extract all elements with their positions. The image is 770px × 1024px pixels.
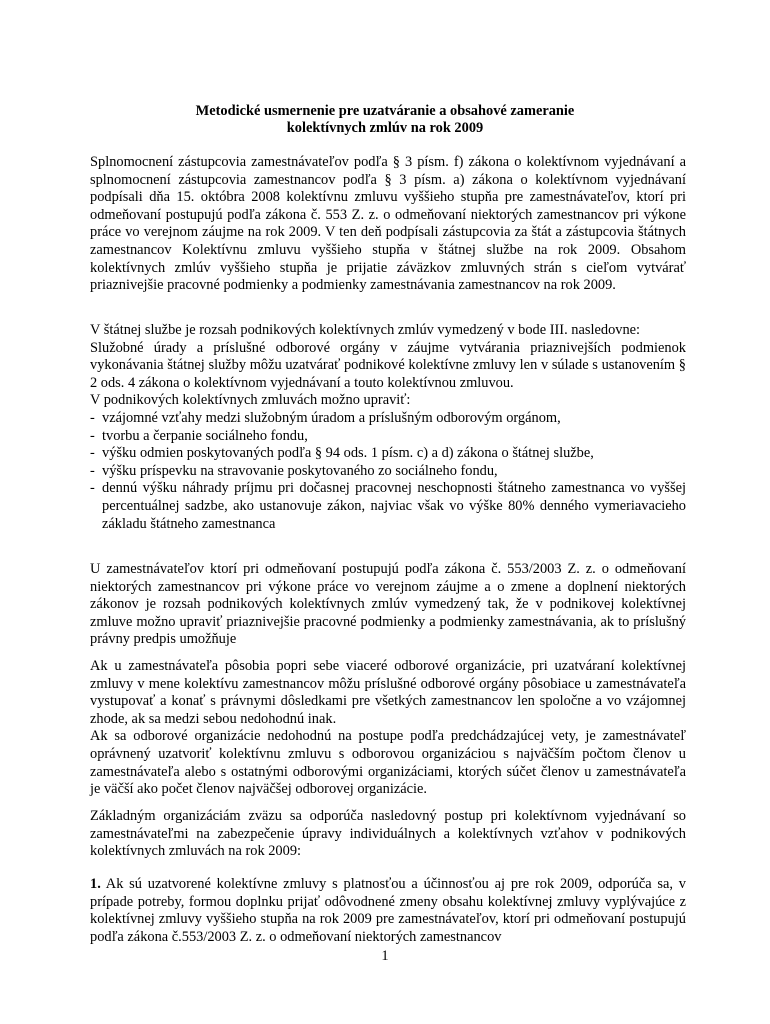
unions-section [90,658,686,799]
point-1-number: 1. [90,876,101,892]
list-item: - dennú výšku náhrady príjmu pri dočasnej pracovnej neschopnosti štátneho zamestnanca vo vyššej percentuálnej sadzbe, ako ustanovuje zákon, najviac však vo výške 80% denného vymeriavacieho základu štátneho zamestnanca [90,480,686,533]
list-item: - tvorbu a čerpanie sociálneho fondu, [90,428,686,446]
list-item: - vzájomné vzťahy medzi služobným úradom a príslušným odborovým orgánom, [90,410,686,428]
list-item: - výšku príspevku na stravovanie poskytovaného zo sociálneho fondu, [90,463,686,481]
list-item: - výšku odmien poskytovaných podľa § 94 ods. 1 písm. c) a d) zákona o štátnej službe, [90,445,686,463]
recommendation-text: Základným organizáciám zväzu sa odporúča nasledovný postup pri kolektívnom vyjednávaní so zamestnávateľmi na zabezpečenie úpravy individuálnych a kolektívnych vzťahov v podnikových kolektívnych zmluvách na rok 2009: [90,808,686,860]
recommendation-paragraph [90,808,686,861]
intro-text: Splnomocnení zástupcovia zamestnávateľov podľa § 3 písm. f) zákona o kolektívnom vyjednávaní a splnomocnení zástupcovia zamestnancov podľa § 3 písm. a) zákona o kolektívnom vyjednávaní podpísali dňa 15. októbra 2008 kolektívnu zmluvu vyššieho stupňa pre zamestnávateľov, ktorí pri odmeňovaní postupujú podľa zákona č. 553 Z. z. o odmeňovaní niektorých zamestnancov pri výkone práce vo verejnom záujme na rok 2009. V ten deň podpísali zástupcovia za štát a zástupcovia štátnych zamestnancov Kolektívnu zmluvu vyššieho stupňa v štátnej službe na rok 2009. Obsahom kolektívnych zmlúv vyššieho stupňa je prijatie záväzkov zmluvných strán s cieľom vytvárať priaznivejšie pracovné podmienky a podmienky zamestnávania zamestnancov na rok 2009. [90,154,686,294]
state-service-heading: V štátnej službe je rozsah podnikových kolektívnych zmlúv vymedzený v bode III. nasledovne: [90,322,641,338]
unions-paragraph-2: Ak sa odborové organizácie nedohodnú na postupe podľa predchádzajúcej vety, je zamestnávateľ oprávnený uzatvoriť kolektívnu zmluvu s odborovou organizáciou s najväčším počtom členov u zamestnávateľa alebo s ostatnými odborovými organizáciami, ktorých súčet členov u zamestnávateľa je väčší ako počet členov najväčšej odborovej organizácie. [90,728,686,798]
intro-paragraph [90,154,686,295]
state-service-text: Služobné úrady a príslušné odborové orgány v záujme vytvárania priaznivejších podmienok vykonávania štátnej služby môžu uzatvárať podnikové kolektívne zmluvy len v súlade s ustanovením § 2 ods. 4 zákona o kolektívnom vyjednávaní a touto kolektívnou zmluvou. [90,339,686,391]
unions-paragraph-1: Ak u zamestnávateľa pôsobia popri sebe viaceré odborové organizácie, pri uzatváraní kolektívnej zmluvy v mene kolektívu zamestnancov môžu príslušné odborové orgány pôsobiace u zamestnávateľa vystupovať a konať s právnymi dôsledkami pre všetkých zamestnancov len spoločne a vo vzájomnej zhode, ak sa medzi sebou nedohodnú inak. [90,658,686,727]
page-number: 1 [381,948,389,964]
state-service-section [90,322,686,533]
point-1-paragraph [90,876,686,946]
list-intro: V podnikových kolektívnych zmluvách možno upraviť: [90,392,411,409]
regulation-list [90,410,686,533]
document-title-line-2: kolektívnych zmlúv na rok 2009 [286,120,484,136]
document-title-line-1: Metodické usmernenie pre uzatváranie a obsahové zameranie [195,103,575,119]
employers-text: U zamestnávateľov ktorí pri odmeňovaní postupujú podľa zákona č. 553/2003 Z. z. o odmeňovaní niektorých zamestnancov pri výkone práce vo verejnom záujme a o zmene a doplnení niektorých zákonov je rozsah podnikových kolektívnych zmlúv vymedzený tak, že v podnikovej kolektívnej zmluve možno upraviť priaznivejšie pracovné podmienky a podmienky zamestnávania, ak to príslušný právny predpis umožňuje [90,561,686,648]
point-1-text: Ak sú uzatvorené kolektívne zmluvy s platnosťou a účinnosťou aj pre rok 2009, odporúča sa, v prípade potreby, formou doplnku prijať odôvodnené zmeny obsahu kolektívnej zmluvy vyplývajúce z kolektívnej zmluvy vyššieho stupňa na rok 2009 pre zamestnávateľov, ktorí pri odmeňovaní postupujú podľa zákona č.553/2003 Z. z. o odmeňovaní niektorých zamestnancov [90,876,686,945]
point-1 [90,876,686,946]
employers-paragraph [90,561,686,649]
